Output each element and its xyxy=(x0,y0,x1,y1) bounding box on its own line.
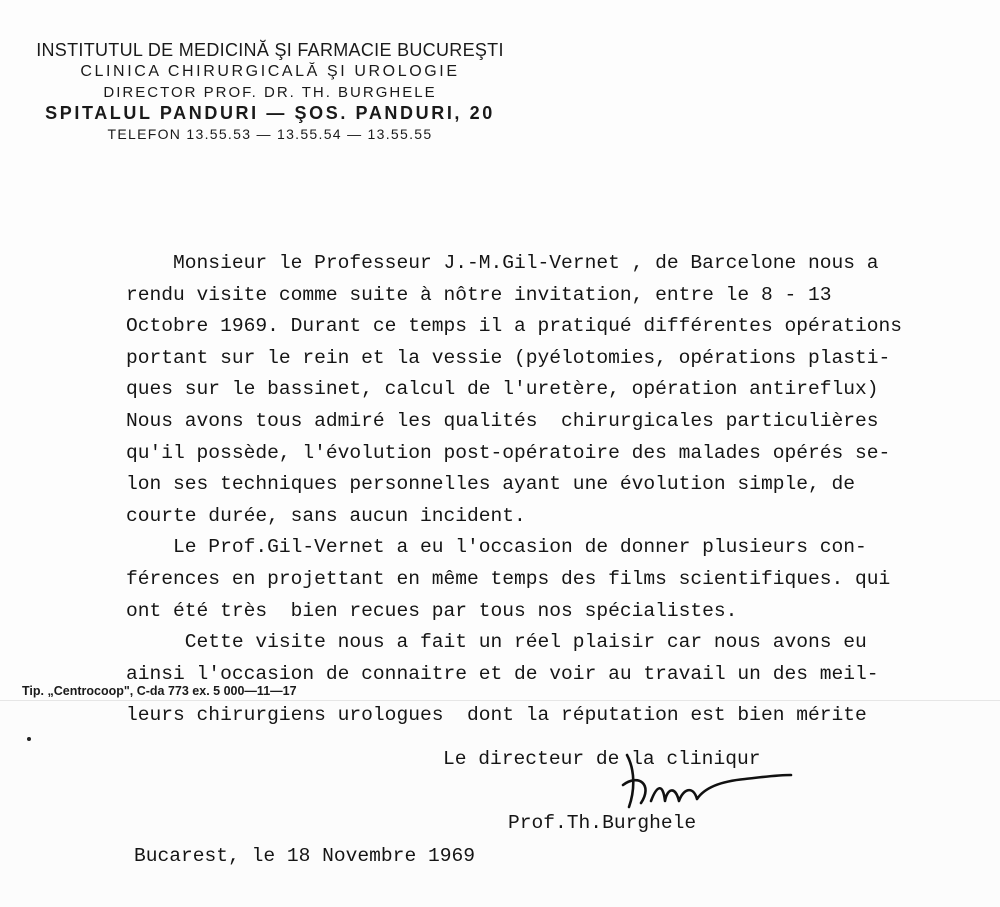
body-line: férences en projettant en même temps des films scientifiques. qui xyxy=(126,567,891,590)
letterhead-director: DIRECTOR PROF. DR. TH. BURGHELE xyxy=(103,84,437,101)
body-line: ainsi l'occasion de connaitre et de voir au travail un des meil- xyxy=(126,662,879,685)
letter-body xyxy=(126,248,986,732)
body-line: Monsieur le Professeur J.-M.Gil-Vernet , de Barcelone nous a xyxy=(126,252,879,274)
body-line: Cette visite nous a fait un réel plaisir car nous avons eu xyxy=(126,631,867,654)
letterhead xyxy=(0,40,540,145)
printer-mark: Tip. „Centrocoop", C-da 773 ex. 5 000—11—17 xyxy=(22,684,297,698)
letterhead-institute: INSTITUTUL DE MEDICINĂ ŞI FARMACIE BUCUREŞTI xyxy=(36,40,504,60)
body-line: ont été très bien recues par tous nos spécialistes. xyxy=(126,599,738,622)
body-line: rendu visite comme suite à nôtre invitation, entre le 8 - 13 xyxy=(126,283,832,306)
body-line: ques sur le bassinet, calcul de l'uretère, opération antireflux) xyxy=(126,378,879,401)
body-line: courte durée, sans aucun incident. xyxy=(126,504,526,527)
place-date: Bucarest, le 18 Novembre 1969 xyxy=(134,845,475,867)
body-line: Octobre 1969. Durant ce temps il a pratiqué différentes opérations xyxy=(126,315,903,338)
body-line: qu'il possède, l'évolution post-opératoire des malades opérés se- xyxy=(126,441,891,464)
letterhead-hospital: SPITALUL PANDURI — ŞOS. PANDURI, 20 xyxy=(45,103,495,123)
signatory-name: Prof.Th.Burghele xyxy=(508,812,697,834)
body-line: Le Prof.Gil-Vernet a eu l'occasion de donner plusieurs con- xyxy=(126,536,867,559)
body-line: leurs chirurgiens urologues dont la réputation est bien mérite xyxy=(126,704,867,727)
closing-title: Le directeur de la cliniqur xyxy=(443,748,761,770)
paper-speck xyxy=(27,737,31,741)
body-line: portant sur le rein et la vessie (pyélotomies, opérations plasti- xyxy=(126,346,891,369)
letterhead-phone: TELEFON 13.55.53 — 13.55.54 — 13.55.55 xyxy=(107,126,433,142)
body-line: lon ses techniques personnelles ayant une évolution simple, de xyxy=(126,473,856,496)
handwritten-signature xyxy=(605,745,795,835)
letterhead-clinic: CLINICA CHIRURGICALĂ ŞI UROLOGIE xyxy=(80,63,460,80)
body-line: Nous avons tous admiré les qualités chirurgicales particulières xyxy=(126,409,879,432)
